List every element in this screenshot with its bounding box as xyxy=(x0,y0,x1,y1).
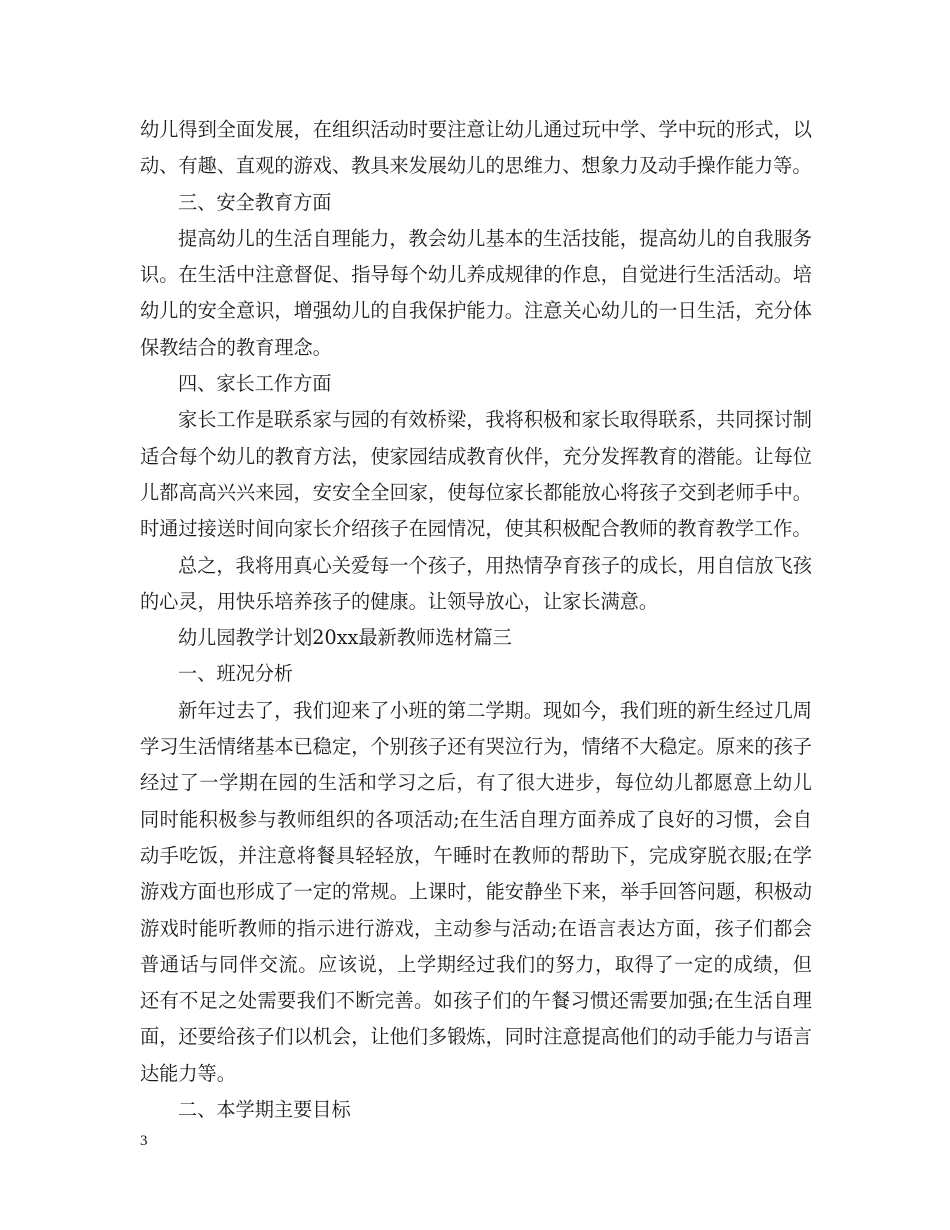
body-line: 普通话与同伴交流。应该说，上学期经过我们的努力，取得了一定的成绩，但 xyxy=(140,952,812,976)
section-heading: 三、安全教育方面 xyxy=(178,190,332,214)
body-line: 达能力等。 xyxy=(140,1061,236,1085)
body-line: 经过了一学期在园的生活和学习之后，有了很大进步，每位幼儿都愿意上幼儿 xyxy=(140,771,812,795)
body-line: 幼儿得到全面发展，在组织活动时要注意让幼儿通过玩中学、学中玩的形式，以 xyxy=(140,118,812,141)
section-heading: 二、本学期主要目标 xyxy=(178,1098,351,1122)
article-title: 幼儿园教学计划20xx最新教师选材篇三 xyxy=(178,626,512,650)
body-line: 时通过接送时间向家长介绍孩子在园情况，使其积极配合教师的教育教学工作。 xyxy=(140,517,812,541)
body-line: 动、有趣、直观的游戏、教具来发展幼儿的思维力、想象力及动手操作能力等。 xyxy=(140,154,812,178)
body-line: 幼儿的安全意识，增强幼儿的自我保护能力。注意关心幼儿的一日生活，充分体 xyxy=(140,299,812,323)
body-line: 保教结合的教育理念。 xyxy=(140,335,332,359)
section-heading: 四、家长工作方面 xyxy=(178,372,332,396)
document-body xyxy=(140,112,812,1128)
body-line: 提高幼儿的生活自理能力，教会幼儿基本的生活技能，提高幼儿的自我服务 xyxy=(178,226,812,250)
body-line: 游戏方面也形成了一定的常规。上课时，能安静坐下来，举手回答问题，积极动 xyxy=(140,880,812,904)
body-line: 总之，我将用真心关爱每一个孩子，用热情孕育孩子的成长，用自信放飞孩 xyxy=(178,553,812,577)
body-line: 适合每个幼儿的教育方法，使家园结成教育伙伴，充分发挥教育的潜能。让每位 xyxy=(140,444,812,468)
page-number: 3 xyxy=(140,1133,148,1149)
body-line: 儿都高高兴兴来园，安安全全回家，使每位家长都能放心将孩子交到老师手中。 xyxy=(140,480,812,504)
body-line: 面，还要给孩子们以机会，让他们多锻炼，同时注意提高他们的动手能力与语言 xyxy=(140,1025,812,1049)
body-line: 家长工作是联系家与园的有效桥梁，我将积极和家长取得联系，共同探讨制 xyxy=(178,408,812,432)
body-line: 的心灵，用快乐培养孩子的健康。让领导放心，让家长满意。 xyxy=(140,589,659,613)
body-line: 同时能积极参与教师组织的各项活动;在生活自理方面养成了良好的习惯，会自 xyxy=(140,807,812,831)
body-line: 动手吃饭，并注意将餐具轻轻放，午睡时在教师的帮助下，完成穿脱衣服;在学 xyxy=(140,843,812,867)
body-line: 学习生活情绪基本已稳定，个别孩子还有哭泣行为，情绪不大稳定。原来的孩子 xyxy=(140,735,812,759)
body-line: 识。在生活中注意督促、指导每个幼儿养成规律的作息，自觉进行生活活动。培 xyxy=(140,263,812,287)
section-heading: 一、班况分析 xyxy=(178,662,294,686)
body-line: 新年过去了，我们迎来了小班的第二学期。现如今，我们班的新生经过几周 xyxy=(178,698,812,722)
body-line: 还有不足之处需要我们不断完善。如孩子们的午餐习惯还需要加强;在生活自理 xyxy=(140,989,812,1013)
body-line: 游戏时能听教师的指示进行游戏，主动参与活动;在语言表达方面，孩子们都会 xyxy=(140,916,812,940)
